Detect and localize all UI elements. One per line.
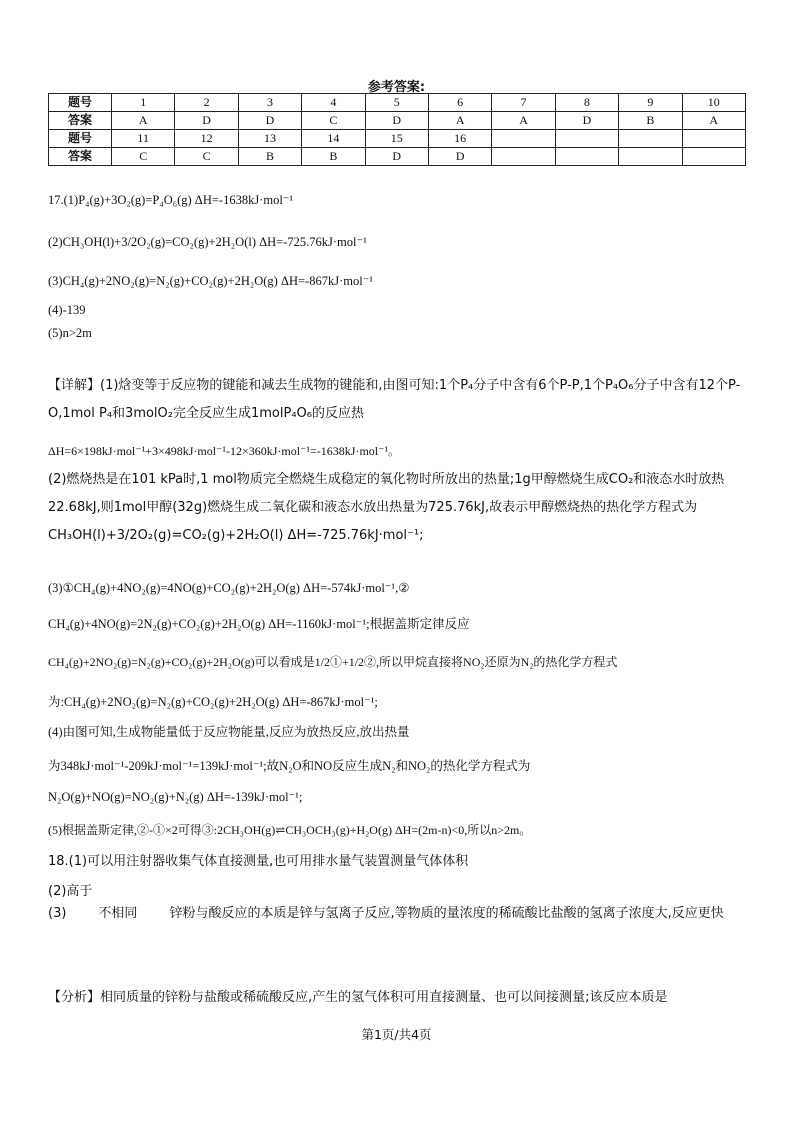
table-cell: 16 (428, 130, 491, 148)
table-cell: 2 (175, 94, 238, 112)
detail-part-3a: (3)①CH₄(g)+4NO₂(g)=4NO(g)+CO₂(g)+2H₂O(g) ΔH=-574kJ·mol⁻¹,② (48, 581, 410, 595)
table-cell: D (175, 112, 238, 130)
table-cell (492, 148, 555, 166)
q17-answer-1: 17.(1)P₄(g)+3O₂(g)=P₄O₆(g) ΔH=-1638kJ·mol⁻¹ (48, 193, 294, 207)
detail-part-3c: CH₄(g)+2NO₂(g)=N₂(g)+CO₂(g)+2H₂O(g)可以看成是1/2①+1/2②,所以甲烷直接将NO₂还原为N₂的热化学方程式 (48, 655, 618, 669)
table-cell: 10 (682, 94, 745, 112)
table-cell: 12 (175, 130, 238, 148)
detail-part-4b: 为348kJ·mol⁻¹-209kJ·mol⁻¹=139kJ·mol⁻¹;故N₂O和NO反应生成N₂和NO₂的热化学方程式为 (48, 759, 531, 773)
table-cell (555, 148, 618, 166)
table-cell: D (555, 112, 618, 130)
table-cell (492, 130, 555, 148)
table-cell (682, 148, 745, 166)
table-header-cell: 答案 (49, 148, 112, 166)
page-footer: 第1页/共4页 (361, 1027, 432, 1042)
table-cell (555, 130, 618, 148)
table-cell: 15 (365, 130, 428, 148)
table-row (49, 148, 746, 166)
table-cell: 9 (619, 94, 682, 112)
table-cell: D (428, 148, 491, 166)
table-cell: 6 (428, 94, 491, 112)
q17-answer-2: (2)CH₃OH(l)+3/2O₂(g)=CO₂(g)+2H₂O(l) ΔH=-725.76kJ·mol⁻¹ (48, 235, 367, 249)
detail-part-3b: CH₄(g)+4NO(g)=2N₂(g)+CO₂(g)+2H₂O(g) ΔH=-1160kJ·mol⁻¹;根据盖斯定律反应 (48, 617, 470, 631)
detail-part-3d: 为:CH₄(g)+2NO₂(g)=N₂(g)+CO₂(g)+2H₂O(g) ΔH=-867kJ·mol⁻¹; (48, 695, 378, 709)
detail-part-1: 【详解】(1)焓变等于反应物的键能和减去生成物的键能和,由图可知:1个P₄分子中含有6个P-P,1个P₄O₆分子中含有12个P-O,1mol P₄和3molO₂完全反应生成1molP₄O₆的反应热 (48, 378, 741, 421)
table-header-cell: 题号 (49, 94, 112, 112)
table-cell: B (302, 148, 365, 166)
table-cell: 3 (238, 94, 301, 112)
table-cell: B (238, 148, 301, 166)
q17-answer-4: (4)-139 (48, 303, 86, 317)
table-cell: 13 (238, 130, 301, 148)
table-row (49, 112, 746, 130)
table-cell (619, 130, 682, 148)
table-cell: 11 (112, 130, 175, 148)
table-cell: D (365, 112, 428, 130)
table-cell: A (492, 112, 555, 130)
table-row (49, 94, 746, 112)
table-cell: A (112, 112, 175, 130)
table-cell (682, 130, 745, 148)
table-cell: A (682, 112, 745, 130)
table-header-cell: 题号 (49, 130, 112, 148)
table-cell: D (238, 112, 301, 130)
detail-part-2: (2)燃烧热是在101 kPa时,1 mol物质完全燃烧生成稳定的氧化物时所放出的热量;1g甲醇燃烧生成CO₂和液态水时放热22.68kJ,则1mol甲醇(32g)燃烧生成二氧化碳和液态水放出热量为725.76kJ,故表示甲醇燃烧热的热化学方程式为CH₃OH(l)+3/2O₂(g)=CO₂(g)+2H₂O(l) ΔH=-725.76kJ·mol⁻¹; (48, 472, 725, 543)
answer-table (48, 93, 746, 166)
detail-part-4c: N₂O(g)+NO(g)=NO₂(g)+N₂(g) ΔH=-139kJ·mol⁻¹; (48, 790, 303, 804)
q17-answer-3: (3)CH₄(g)+2NO₂(g)=N₂(g)+CO₂(g)+2H₂O(g) ΔH=-867kJ·mol⁻¹ (48, 274, 374, 288)
table-cell: 7 (492, 94, 555, 112)
q18-answer-3-reason: 锌粉与酸反应的本质是锌与氢离子反应,等物质的量浓度的稀硫酸比盐酸的氢离子浓度大,反应更快 (169, 906, 724, 921)
table-cell: 5 (365, 94, 428, 112)
table-cell: 8 (555, 94, 618, 112)
table-cell: 14 (302, 130, 365, 148)
table-cell: A (428, 112, 491, 130)
table-cell (619, 148, 682, 166)
table-cell: 1 (112, 94, 175, 112)
q17-answer-5: (5)n>2m (48, 326, 92, 340)
answer-title: 参考答案: (367, 80, 426, 95)
table-header-cell: 答案 (49, 112, 112, 130)
table-cell: C (112, 148, 175, 166)
table-cell: C (175, 148, 238, 166)
detail-part-1-equation: ΔH=6×198kJ·mol⁻¹+3×498kJ·mol⁻¹-12×360kJ·mol⁻¹=-1638kJ·mol⁻¹。 (48, 444, 401, 458)
table-cell: B (619, 112, 682, 130)
q18-answer-1: 18.(1)可以用注射器收集气体直接测量,也可用排水量气装置测量气体体积 (48, 854, 469, 869)
q18-answer-3-answer: 不相同 (98, 906, 138, 921)
q18-answer-3-number: (3) (48, 906, 67, 921)
q18-answer-3 (48, 900, 748, 928)
q18-analysis: 【分析】相同质量的锌粉与盐酸或稀硫酸反应,产生的氢气体积可用直接测量、也可以间接测量;该反应本质是 (48, 990, 668, 1005)
detail-part-4a: (4)由图可知,生成物能量低于反应物能量,反应为放热反应,放出热量 (48, 725, 410, 739)
table-cell: 4 (302, 94, 365, 112)
table-cell: C (302, 112, 365, 130)
table-row (49, 130, 746, 148)
detail-part-5: (5)根据盖斯定律,②-①×2可得③:2CH₃OH(g)⇌CH₃OCH₃(g)+H₂O(g) ΔH=(2m-n)<0,所以n>2m。 (48, 823, 532, 837)
table-cell: D (365, 148, 428, 166)
q18-answer-2: (2)高于 (48, 884, 93, 899)
